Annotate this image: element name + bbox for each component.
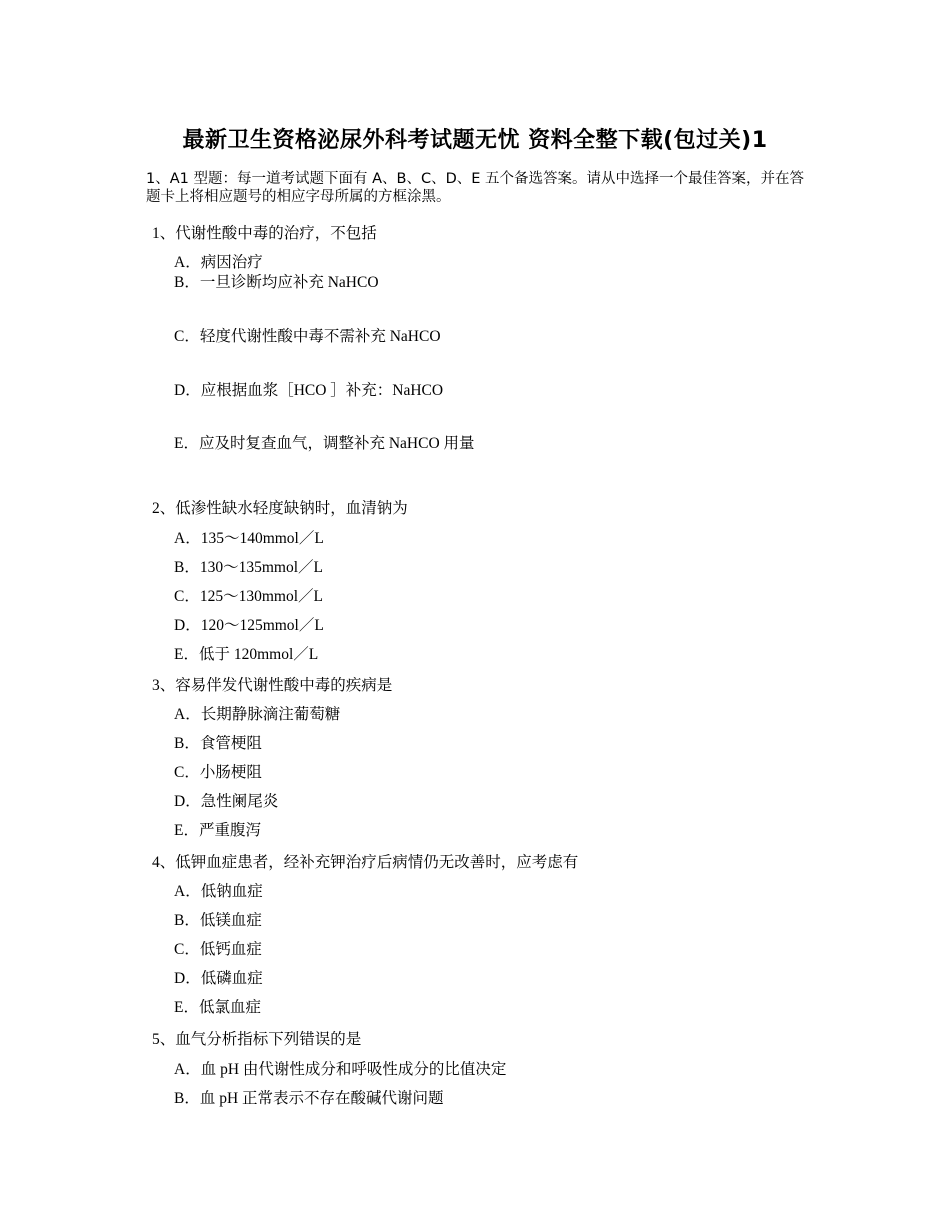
question-3-option-a: A．长期静脉滴注葡萄糖: [174, 706, 341, 723]
question-3-option-c: C．小肠梗阻: [174, 764, 262, 781]
question-3-text: 3、容易伴发代谢性酸中毒的疾病是: [152, 677, 393, 694]
question-1-option-e: E．应及时复查血气，调整补充 NaHCO 用量: [174, 435, 475, 452]
question-4-option-c: C．低钙血症: [174, 941, 262, 958]
question-3-option-d: D．急性阑尾炎: [174, 793, 279, 810]
question-2-option-a: A．135～140mmol／L: [174, 530, 324, 547]
document-title: 最新卫生资格泌尿外科考试题无忧 资料全整下载(包过关)1: [182, 128, 768, 153]
question-4-option-e: E．低氯血症: [174, 999, 261, 1016]
question-1-option-b: B．一旦诊断均应补充 NaHCO: [174, 274, 379, 291]
question-4-option-a: A．低钠血症: [174, 883, 263, 900]
instruction-text: 1、A1 型题：每一道考试题下面有 A、B、C、D、E 五个备选答案。请从中选择一个最佳答案，并在答题卡上将相应题号的相应字母所属的方框涂黑。: [146, 171, 805, 205]
question-5-option-a: A．血 pH 由代谢性成分和呼吸性成分的比值决定: [174, 1061, 507, 1078]
question-2-option-e: E．低于 120mmol／L: [174, 646, 319, 663]
question-3-option-b: B．食管梗阻: [174, 735, 262, 752]
question-2-option-d: D．120～125mmol／L: [174, 617, 324, 634]
question-5-text: 5、血气分析指标下列错误的是: [152, 1031, 362, 1048]
question-1-option-d: D．应根据血浆［HCO ］补充：NaHCO: [174, 382, 444, 399]
question-4-option-b: B．低镁血症: [174, 912, 262, 929]
question-4-option-d: D．低磷血症: [174, 970, 263, 987]
question-3-option-e: E．严重腹泻: [174, 822, 261, 839]
question-2-option-b: B．130～135mmol／L: [174, 559, 323, 576]
question-2-option-c: C．125～130mmol／L: [174, 588, 323, 605]
question-5-option-b: B．血 pH 正常表示不存在酸碱代谢问题: [174, 1090, 444, 1107]
question-4-text: 4、低钾血症患者，经补充钾治疗后病情仍无改善时，应考虑有: [152, 854, 579, 871]
question-2-text: 2、低渗性缺水轻度缺钠时，血清钠为: [152, 500, 408, 517]
question-1-option-a: A．病因治疗: [174, 254, 263, 271]
question-1-text: 1、代谢性酸中毒的治疗，不包括: [152, 225, 377, 242]
question-1-option-c: C．轻度代谢性酸中毒不需补充 NaHCO: [174, 328, 441, 345]
